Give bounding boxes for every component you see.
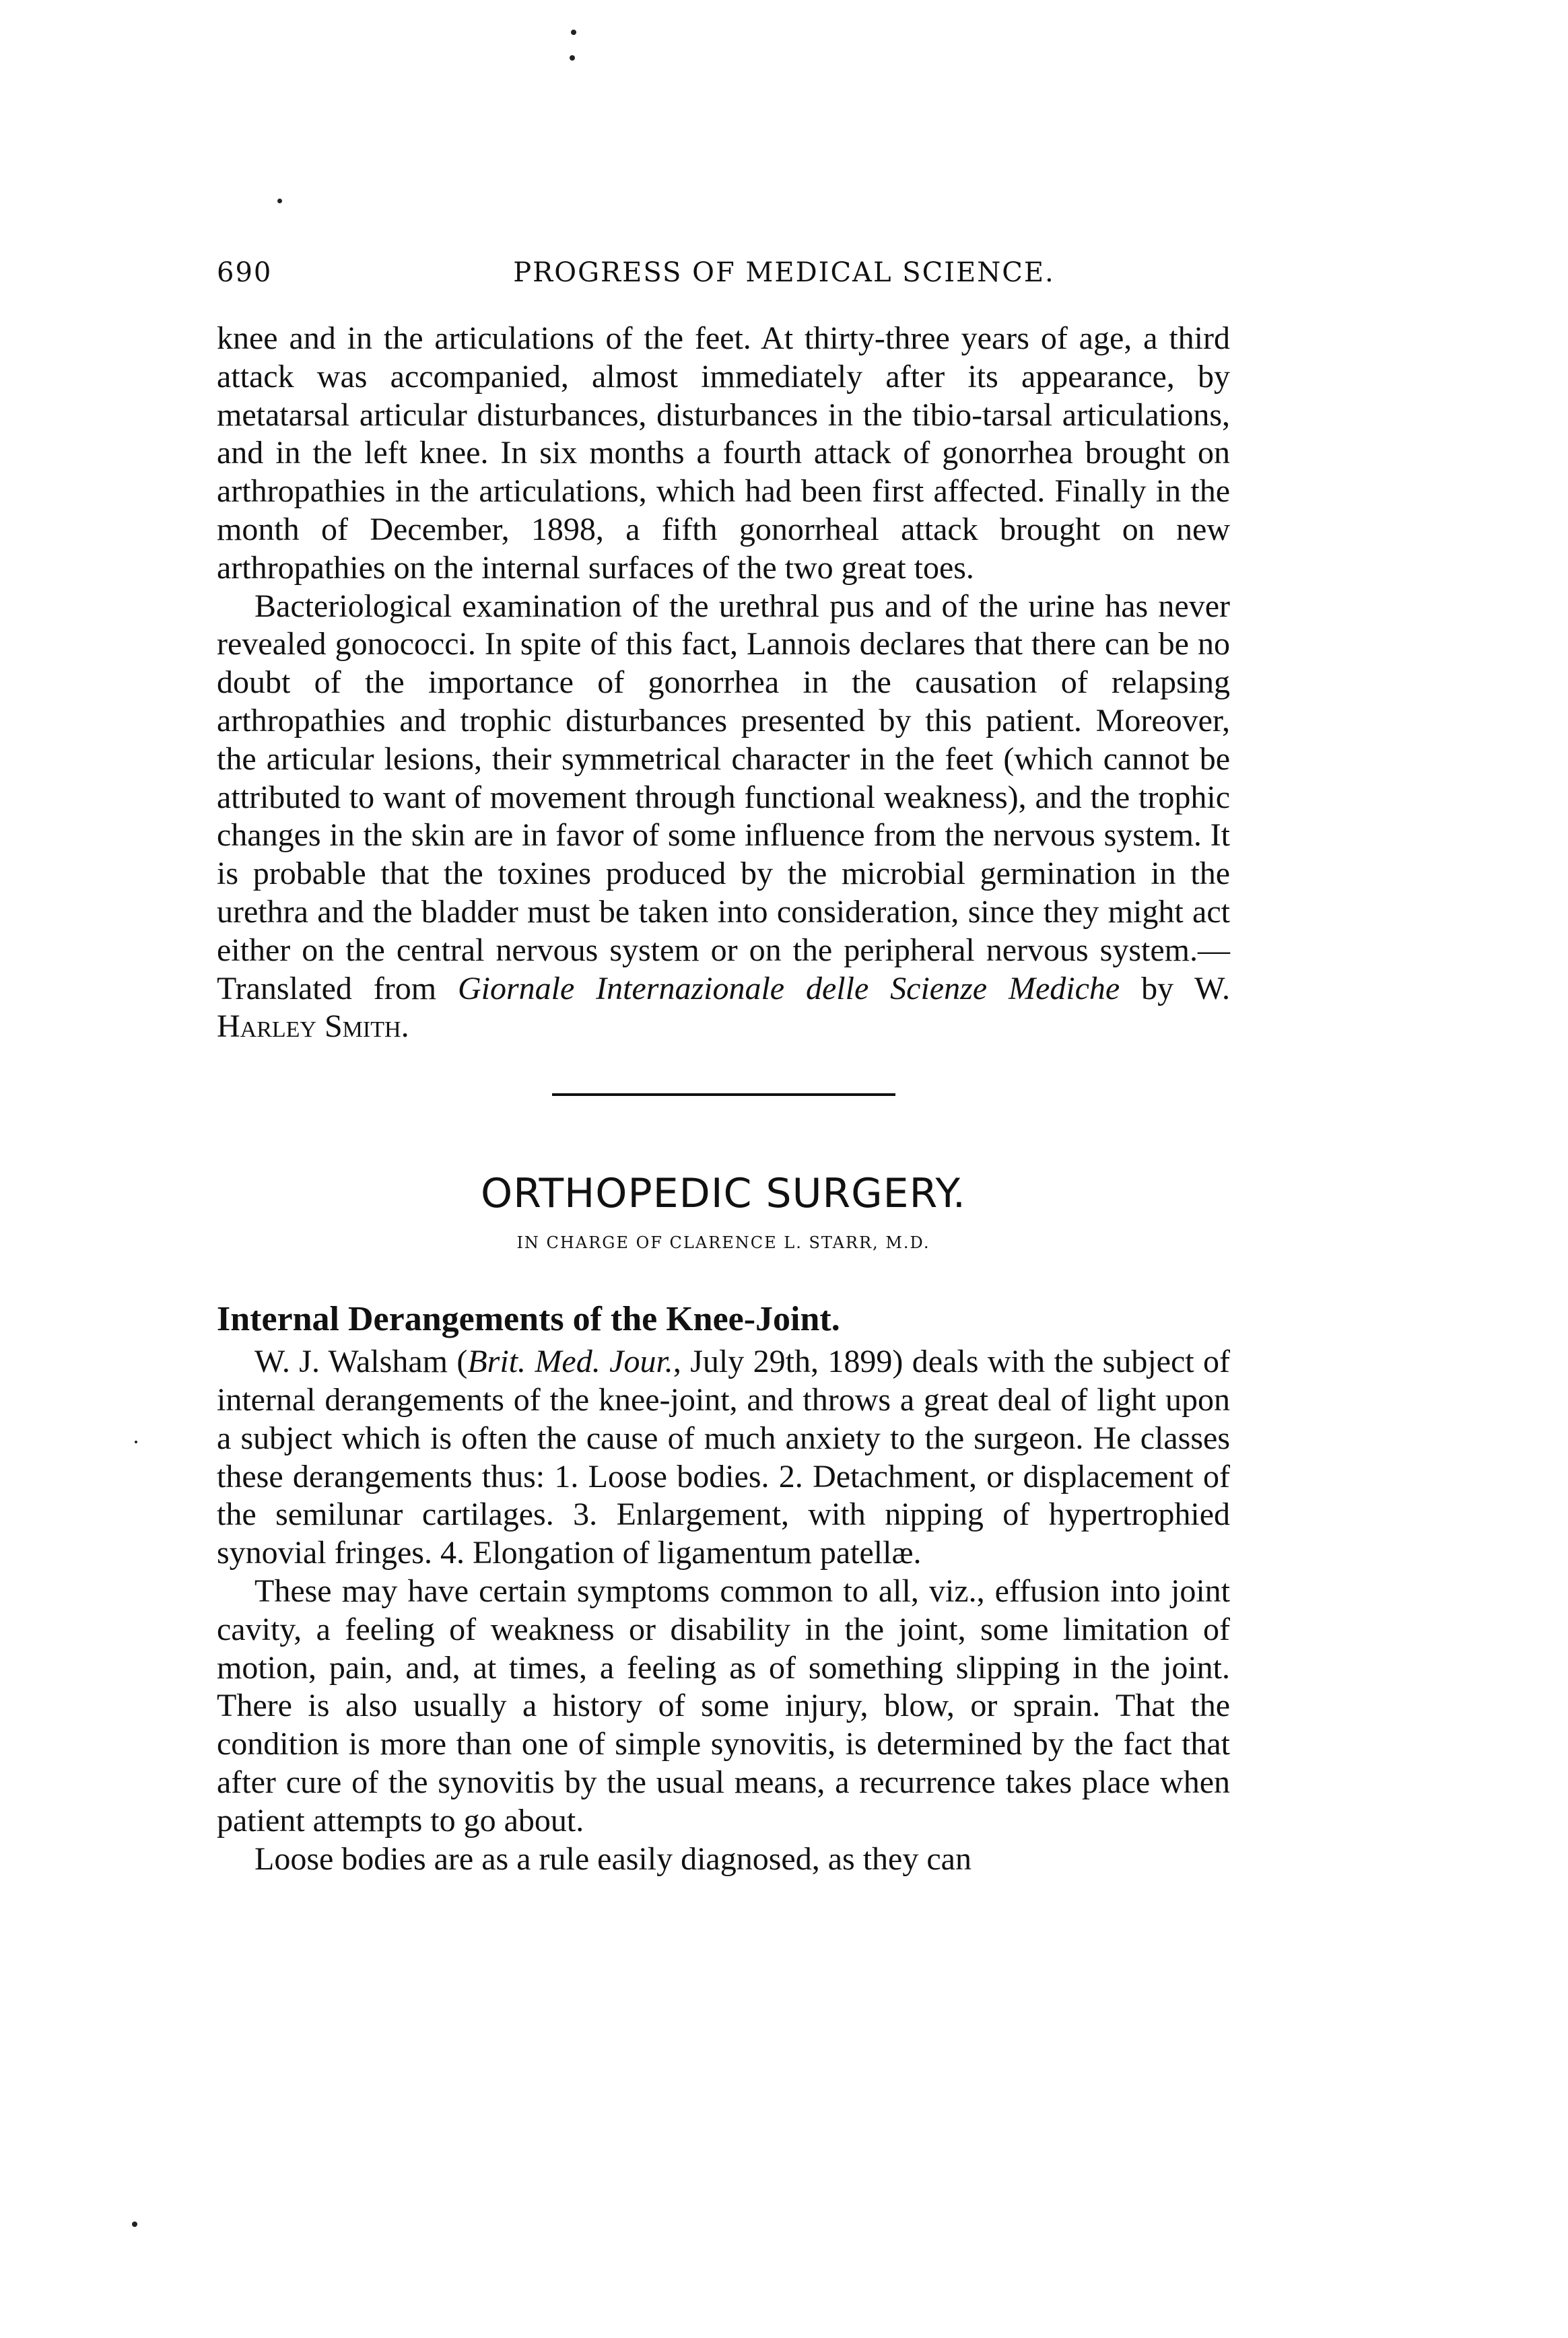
running-head [217, 259, 1230, 320]
paragraph-case-history: knee and in the articulations of the feet. At thirty-three years of age, a third attack was accompanied, almost immediately after its appearance, by metatarsal articular disturbances, disturbances in the tibio-tarsal articulations, and in the left knee. In six months a fourth attack of gonorrhea brought on arthropathies in the articulations, which had been first affected. Finally in the month of December, 1898, a fifth gonorrheal attack brought on new arthropathies on the internal surfaces of the two great toes. [217, 320, 1230, 586]
ink-speck [277, 199, 282, 203]
ink-speck [571, 30, 576, 35]
ink-speck [570, 55, 575, 61]
article-heading: Internal Derangements of the Knee-Joint. [217, 1300, 840, 1339]
section-title: ORTHOPEDIC SURGERY. [480, 1170, 966, 1218]
ink-speck [132, 2222, 137, 2227]
running-title: PROGRESS OF MEDICAL SCIENCE. [513, 257, 1055, 288]
article-continued [217, 320, 1230, 1046]
paragraph-symptoms: These may have certain symptoms common to all, viz., effusion into joint cavity, a feeling of weakness or disability in the joint, some limitation of motion, pain, and, at times, a feeling as of something slipping in the joint. There is also usually a history of some injury, blow, or sprain. That the condition is more than one of simple synovitis, is determined by the fact that after cure of the synovitis by the usual means, a recurrence takes place when patient attempts to go about. [217, 1573, 1230, 1838]
translator-name: Harley Smith [217, 1008, 401, 1045]
journal-citation: Brit. Med. Jour. [467, 1344, 673, 1380]
article-knee-joint [217, 1343, 1230, 1878]
source-journal: Giornale Internazionale delle Scienze Mediche [457, 970, 1120, 1006]
paragraph-text: Bacteriological examination of the urethral pus and of the urine has never revealed gonococci. In spite of this fact, Lannois declares that there can be no doubt of the importance of gonorrhea in the causation of relapsing arthropathies and trophic disturbances presented by this patient. Moreover, the articular lesions, their symmetrical character in the feet (which cannot be attributed to want of movement through functional weakness), and the trophic changes in the skin are in favor of some influence from the nervous system. It is probable that the toxines produced by the microbial germination in the urethra and the bladder must be taken into consideration, since they might act either on the central nervous system or on the peripheral nervous system.—Translated from [217, 588, 1230, 1006]
byline-connector: by W. [1120, 970, 1230, 1006]
paragraph-text: W. J. Walsham ( [254, 1344, 468, 1380]
text-column [217, 259, 1230, 1878]
page-number: 690 [217, 257, 273, 288]
paragraph-text: , July 29th, 1899) deals with the subject of internal derangements of the knee-joint, and throws a great deal of light upon a subject which is often the cause of much anxiety to the surgeon. He classes these derangements thus: 1. Loose bodies. 2. Detachment, or displacement of the semilunar cartilages. 3. Enlargement, with nipping of hypertrophied synovial fringes. 4. Elongation of ligamentum patellæ. [217, 1344, 1230, 1571]
ink-speck [135, 1441, 137, 1443]
closing-period: . [401, 1008, 409, 1045]
paragraph-loose-bodies: Loose bodies are as a rule easily diagnosed, as they can [254, 1841, 972, 1877]
section-byline: IN CHARGE OF CLARENCE L. STARR, M.D. [516, 1233, 930, 1253]
section-divider [552, 1093, 895, 1096]
paragraph-classification [217, 1343, 1230, 1573]
paragraph-bacteriology [217, 588, 1230, 1047]
